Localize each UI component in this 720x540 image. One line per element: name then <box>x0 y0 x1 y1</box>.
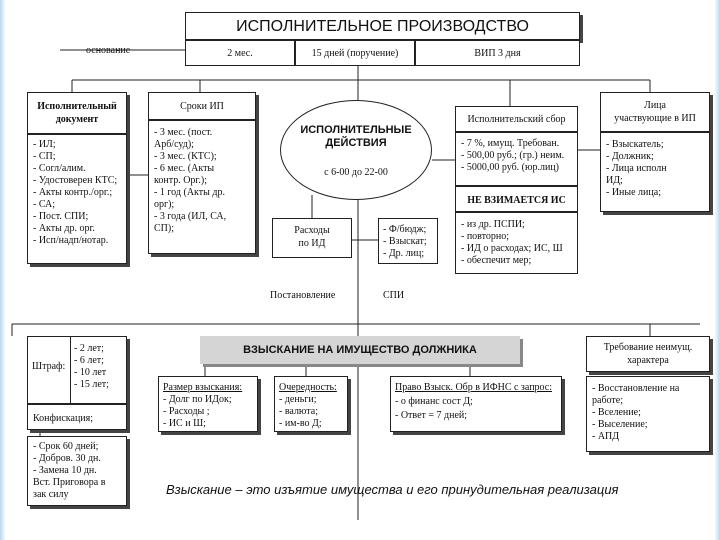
list-item: - Расходы ; <box>163 406 210 417</box>
list-item: орг); <box>154 199 175 210</box>
list-item: - Взыскат; <box>383 236 427 247</box>
right-box <box>390 376 562 432</box>
basis-label: основание <box>86 45 131 56</box>
list-item: - из др. ПСПИ; <box>461 219 525 230</box>
spi-label: СПИ <box>383 290 405 301</box>
list-item: - Замена 10 дн. <box>33 465 97 476</box>
fifteen-days-label: 15 дней (поручение) <box>311 48 399 59</box>
list-item: Вст. Приговора в <box>33 477 106 488</box>
list-item: - 5000,00 руб. (юр.лиц) <box>461 162 559 173</box>
list-item: - ИЛ; <box>33 139 56 150</box>
terms-title: Сроки ИП <box>180 101 224 112</box>
list-item: - Выселение; <box>592 419 648 430</box>
list-item: - Пост. СПИ; <box>33 211 89 222</box>
two-months-label: 2 мес. <box>227 48 253 59</box>
list-item: - 3 года (ИЛ, СА, <box>154 211 227 222</box>
list-item: - Акты др. орг. <box>33 223 95 234</box>
parties-list <box>606 139 667 199</box>
exec-doc-list <box>33 139 117 247</box>
list-item: - Долг по ИДок; <box>163 394 232 405</box>
list-item: зак силу <box>33 489 69 500</box>
parties-header <box>600 92 710 132</box>
list-item: - Лица исполн <box>606 163 667 174</box>
list-item: ИД; <box>606 175 623 186</box>
terms-header <box>148 92 256 120</box>
exec-doc-title-2: документ <box>55 114 99 125</box>
fine-label: Штраф: <box>32 361 66 372</box>
confiscation-box <box>27 404 127 430</box>
fee-list-box <box>455 132 578 186</box>
right-list <box>395 395 473 423</box>
actions-title-2: ДЕЙСТВИЯ <box>325 137 387 149</box>
fifteen-days-box <box>295 40 415 66</box>
amount-title: Размер взыскания: <box>163 382 243 393</box>
list-item: - 500,00 руб.; (гр.) неим. <box>461 150 565 161</box>
fine-box <box>27 336 127 404</box>
expenses-title-2: по ИД <box>298 238 326 249</box>
exec-doc-header <box>27 92 127 134</box>
terms2-box <box>27 436 127 506</box>
seizure-banner <box>200 336 520 364</box>
nonprop-header <box>586 336 710 372</box>
terms-list <box>154 127 226 235</box>
expenses-list-box <box>378 218 438 264</box>
fee-header <box>455 106 578 132</box>
list-item: - АПД <box>592 431 620 442</box>
list-item: - ИС и Ш; <box>163 418 206 429</box>
fee-title: Исполнительский сбор <box>467 114 566 125</box>
list-item: - 6 мес. (Акты <box>154 163 215 174</box>
list-item: - о финанс сост Д; <box>395 396 473 407</box>
not-charged-box <box>455 186 578 212</box>
vip-box <box>415 40 580 66</box>
list-item: - Добров. 30 дн. <box>33 453 101 464</box>
nonprop-list <box>592 383 679 443</box>
page-title: ИСПОЛНИТЕЛЬНОЕ ПРОИЗВОДСТВО <box>236 18 529 35</box>
list-item: - СА; <box>33 199 56 210</box>
vip-label: ВИП 3 дня <box>474 48 521 59</box>
actions-title-1: ИСПОЛНИТЕЛЬНЫЕ <box>300 124 412 136</box>
fine-list <box>74 343 109 391</box>
decision-label: Постановление <box>270 290 336 301</box>
list-item: - Исп/надп/нотар. <box>33 235 109 246</box>
parties-title-2: участвующие в ИП <box>614 113 696 124</box>
order-title: Очередность: <box>279 382 337 393</box>
list-item: - 1 год (Акты др. <box>154 187 225 198</box>
list-item: - Ф/бюдж; <box>383 224 427 235</box>
expenses-box <box>272 218 352 258</box>
exec-actions-circle <box>280 100 432 200</box>
expenses-title-1: Расходы <box>294 225 330 236</box>
nonprop-title-1: Требование неимущ. <box>603 342 693 353</box>
list-item: - 6 лет; <box>74 355 104 366</box>
list-item: - Др. лиц; <box>383 248 425 259</box>
expenses-list <box>383 224 427 260</box>
list-item: - им-во Д; <box>279 418 322 429</box>
list-item: - валюта; <box>279 406 318 417</box>
list-item: - Согл/алим. <box>33 163 86 174</box>
parties-title-1: Лица <box>644 100 666 111</box>
list-item: - ИД о расходах; ИС, Ш <box>461 243 563 254</box>
exec-doc-list-box <box>27 134 127 264</box>
exceptions-list <box>461 219 563 267</box>
list-item: - обеспечит мер; <box>461 255 532 266</box>
definition-text: Взыскание – это изъятие имущества и его принудительная реализация <box>166 482 619 497</box>
list-item: - повторно; <box>461 231 510 242</box>
actions-time: с 6-00 до 22-00 <box>324 167 388 178</box>
list-item: - Ответ = 7 дней; <box>395 410 468 421</box>
amount-list <box>163 394 232 430</box>
fee-list <box>461 138 564 174</box>
list-item: - Восстановление на <box>592 383 680 394</box>
nonprop-list-box <box>586 376 710 452</box>
list-item: - деньги; <box>279 394 317 405</box>
exec-doc-title-1: Исполнительный <box>37 101 117 112</box>
order-list <box>279 394 322 430</box>
list-item: - СП; <box>33 151 56 162</box>
list-item: контр. Орг.); <box>154 175 207 186</box>
list-item: СП); <box>154 223 174 234</box>
seizure-banner-label: ВЗЫСКАНИЕ НА ИМУЩЕСТВО ДОЛЖНИКА <box>243 344 477 356</box>
terms2-list <box>33 441 105 501</box>
list-item: - 10 лет <box>74 367 107 378</box>
list-item: - Акты контр./орг.; <box>33 187 113 198</box>
list-item: работе; <box>592 395 623 406</box>
exceptions-box <box>455 212 578 274</box>
two-months-box <box>185 40 295 66</box>
list-item: - Иные лица; <box>606 187 661 198</box>
parties-list-box <box>600 132 710 212</box>
not-charged-label: НЕ ВЗИМАЕТСЯ ИС <box>467 195 566 206</box>
right-title: Право Взыск. Обр в ИФНС с запрос: <box>395 382 553 393</box>
terms-list-box <box>148 120 256 254</box>
list-item: - Срок 60 дней; <box>33 441 99 452</box>
list-item: - Взыскатель; <box>606 139 664 150</box>
title-box <box>185 12 580 40</box>
list-item: - Должник; <box>606 151 654 162</box>
list-item: - 7 %, имущ. Требован. <box>461 138 560 149</box>
list-item: Арб/суд); <box>154 139 194 150</box>
list-item: - 3 мес. (пост. <box>154 127 213 138</box>
confiscation-label: Конфискация; <box>33 413 94 424</box>
list-item: - 15 лет; <box>74 379 109 390</box>
list-item: - 2 лет; <box>74 343 104 354</box>
order-box <box>274 376 348 432</box>
list-item: - Удостоверен КТС; <box>33 175 118 186</box>
list-item: - Вселение; <box>592 407 641 418</box>
amount-box <box>158 376 258 432</box>
nonprop-title-2: характера <box>627 355 669 366</box>
list-item: - 3 мес. (КТС); <box>154 151 217 162</box>
